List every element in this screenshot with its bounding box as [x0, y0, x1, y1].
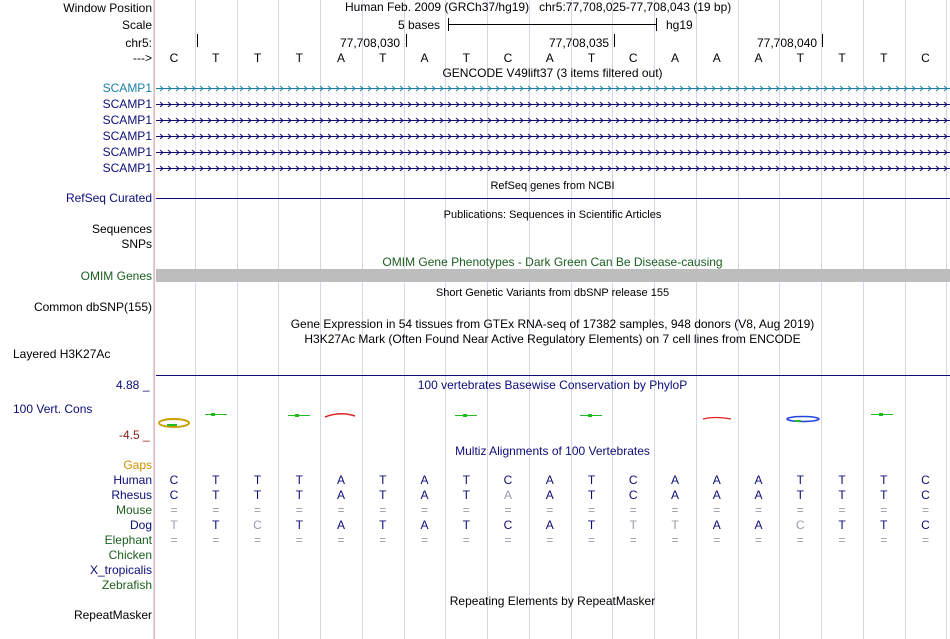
omim-label[interactable]: OMIM Genes [80, 269, 152, 283]
alignment-base: = [796, 503, 804, 517]
alignment-base: T [295, 488, 303, 502]
alignment-base: = [838, 533, 846, 547]
alignment-base: T [629, 518, 637, 532]
alignment-base: C [253, 518, 262, 532]
species-label-mouse[interactable]: Mouse [115, 503, 152, 517]
gene-label-scamp1[interactable]: SCAMP1 [102, 97, 152, 111]
base-letter: A [670, 51, 679, 65]
refseq-title: RefSeq genes from NCBI [490, 180, 615, 192]
repeatmasker-title: Repeating Elements by RepeatMasker [449, 594, 656, 608]
alignment-base: T [295, 518, 303, 532]
alignment-base: = [504, 503, 512, 517]
base-letter: A [712, 51, 721, 65]
base-letter: A [545, 51, 554, 65]
phylop-positive-mark [205, 414, 227, 415]
gene-label-scamp1[interactable]: SCAMP1 [102, 81, 152, 95]
alignment-base: = [587, 503, 595, 517]
species-label-human[interactable]: Human [113, 473, 152, 487]
alignment-base: T [379, 488, 387, 502]
alignment-base: C [921, 518, 930, 532]
alignment-base: = [796, 533, 804, 547]
alignment-base: T [212, 488, 220, 502]
alignment-base: = [504, 533, 512, 547]
species-label-rhesus[interactable]: Rhesus [111, 488, 152, 502]
alignment-base: = [253, 503, 261, 517]
base-letter: T [212, 51, 220, 65]
ruler-tick [614, 34, 615, 47]
alignment-base: T [587, 473, 596, 487]
alignment-base: = [170, 503, 178, 517]
alignment-base: T [587, 518, 596, 532]
transcript-line[interactable] [156, 148, 950, 157]
phylop-label[interactable]: 100 Vert. Cons [13, 402, 93, 416]
scale-label: Scale [121, 18, 152, 32]
base-letter: T [880, 51, 888, 65]
alignment-base: A [754, 518, 763, 532]
alignment-base: A [712, 488, 721, 502]
alignment-base: T [170, 518, 178, 532]
alignment-base: = [671, 503, 679, 517]
gene-label-scamp1[interactable]: SCAMP1 [102, 129, 152, 143]
base-letter: A [754, 51, 763, 65]
alignment-base: T [838, 488, 846, 502]
alignment-base: = [754, 503, 762, 517]
ruler-tick [406, 34, 407, 47]
alignment-base: A [420, 518, 429, 532]
alignment-base: A [712, 473, 721, 487]
alignment-base: = [295, 533, 303, 547]
phylop-negative-mark [325, 414, 355, 417]
alignment-base: C [169, 473, 179, 487]
phylop-positive-mark [588, 414, 592, 417]
alignment-base: T [796, 473, 804, 487]
alignment-base: A [336, 488, 345, 502]
ruler-tick-label: 77,708,035 [549, 36, 610, 50]
alignment-base: T [671, 518, 679, 532]
h3k27ac-title: H3K27Ac Mark (Often Found Near Active Regulatory Elements) on 7 cell lines from ENCODE [304, 332, 801, 346]
alignment-base: A [670, 473, 679, 487]
phylop-min-label: -4.5 _ [119, 428, 150, 442]
base-letter: A [336, 51, 345, 65]
alignment-base: C [795, 518, 805, 532]
window-position-label: Window Position [63, 1, 152, 15]
alignment-base: A [503, 488, 512, 502]
phylop-positive-mark [295, 414, 299, 417]
phylop-negative-mark [703, 418, 731, 420]
phylop-positive-mark [879, 413, 883, 416]
h3k27ac-baseline [156, 375, 950, 376]
alignment-base: = [253, 533, 261, 547]
phylop-positive-mark [167, 424, 177, 426]
alignment-base: A [545, 518, 554, 532]
phylop-positive-mark [795, 420, 801, 422]
gtex-title: Gene Expression in 54 tissues from GTEx RNA-seq of 17382 samples, 948 donors (V8, Aug 2019) [290, 317, 815, 331]
omim-title: OMIM Gene Phenotypes - Dark Green Can Be Disease-causing [382, 255, 723, 269]
alignment-base: = [337, 533, 345, 547]
alignment-base: T [880, 488, 888, 502]
alignment-base: A [545, 473, 554, 487]
alignment-base: A [336, 473, 345, 487]
alignment-base: A [545, 488, 554, 502]
publications-title: Publications: Sequences in Scientific Articles [443, 209, 662, 221]
transcript-line[interactable] [156, 132, 950, 141]
multiz-title: Multiz Alignments of 100 Vertebrates [455, 444, 650, 458]
alignment-base: = [754, 533, 762, 547]
base-letter: T [462, 51, 470, 65]
gene-label-scamp1[interactable]: SCAMP1 [102, 145, 152, 159]
alignment-base: T [796, 488, 804, 502]
base-letter: T [796, 51, 804, 65]
transcript-line[interactable] [156, 84, 950, 93]
alignment-base: = [337, 503, 345, 517]
base-letter: C [628, 51, 638, 65]
gene-label-scamp1[interactable]: SCAMP1 [102, 161, 152, 175]
ruler-tick [822, 34, 823, 47]
alignment-base: T [253, 473, 262, 487]
alignment-base: = [587, 533, 595, 547]
base-letter: A [420, 51, 429, 65]
species-label-chicken[interactable]: Chicken [108, 548, 152, 562]
alignment-base: A [754, 473, 763, 487]
base-letter: T [379, 51, 387, 65]
alignment-base: T [838, 473, 846, 487]
base-letter: C [169, 51, 179, 65]
refseq-label[interactable]: RefSeq Curated [65, 191, 152, 205]
base-letter: C [503, 51, 513, 65]
alignment-base: C [921, 473, 930, 487]
h3k27ac-label[interactable]: Layered H3K27Ac [13, 347, 111, 361]
alignment-base: T [880, 518, 888, 532]
alignment-base: = [420, 533, 428, 547]
alignment-base: = [713, 533, 721, 547]
base-letter: T [253, 51, 262, 65]
alignment-base: T [379, 518, 387, 532]
species-label-x_tropicalis[interactable]: X_tropicalis [89, 563, 152, 577]
alignment-base: A [420, 473, 429, 487]
assembly-name: Human Feb. 2009 (GRCh37/hg19) [345, 0, 530, 14]
chrom-label: chr5: [125, 36, 152, 50]
alignment-base: = [921, 503, 929, 517]
omim-gene-bar[interactable] [156, 269, 950, 282]
alignment-base: = [713, 503, 721, 517]
phylop-max-label: 4.88 _ [116, 378, 150, 392]
alignment-base: = [295, 503, 303, 517]
alignment-base: = [379, 533, 387, 547]
alignment-base: = [921, 533, 929, 547]
ruler-tick-start [197, 34, 198, 47]
alignment-base: C [169, 488, 179, 502]
alignment-base: C [921, 488, 930, 502]
alignment-base: T [587, 488, 596, 502]
alignment-base: = [379, 503, 387, 517]
track-label-column [0, 0, 154, 639]
alignment-base: T [462, 488, 470, 502]
alignment-base: = [629, 503, 637, 517]
scale-bar [448, 24, 656, 25]
alignment-base: A [712, 518, 721, 532]
refseq-track-line[interactable] [156, 198, 950, 199]
alignment-base: T [838, 518, 846, 532]
assembly-title [345, 0, 731, 14]
alignment-base: = [546, 503, 554, 517]
species-label-elephant[interactable]: Elephant [104, 533, 152, 547]
alignment-base: C [628, 488, 638, 502]
alignment-base: A [754, 488, 763, 502]
species-label-dog[interactable]: Dog [129, 518, 152, 532]
phylop-neutral-mark [787, 417, 819, 422]
scale-db: hg19 [666, 18, 693, 32]
gaps-label: Gaps [123, 458, 152, 472]
base-letter: T [295, 51, 303, 65]
alignment-base: = [880, 503, 888, 517]
strand-label: ---> [133, 51, 152, 65]
alignment-base: A [670, 488, 679, 502]
ruler-tick-label: 77,708,030 [340, 36, 401, 50]
alignment-base: C [503, 473, 513, 487]
alignment-base: T [212, 518, 220, 532]
gene-label-scamp1[interactable]: SCAMP1 [102, 113, 152, 127]
alignment-base: T [462, 518, 470, 532]
species-label-zebrafish[interactable]: Zebrafish [101, 578, 152, 592]
alignment-base: = [629, 533, 637, 547]
alignment-base: T [212, 473, 220, 487]
snps-label[interactable]: SNPs [121, 237, 152, 251]
alignment-base: C [628, 473, 638, 487]
alignment-base: T [253, 488, 262, 502]
phylop-title: 100 vertebrates Basewise Conservation by PhyloP [417, 378, 688, 392]
gencode-title: GENCODE V49lift37 (3 items filtered out) [442, 66, 663, 80]
alignment-base: C [503, 518, 513, 532]
alignment-base: = [462, 533, 470, 547]
alignment-base: = [212, 533, 220, 547]
base-letter: C [921, 51, 930, 65]
sequences-label[interactable]: Sequences [91, 222, 152, 236]
dbsnp-label[interactable]: Common dbSNP(155) [33, 300, 152, 314]
alignment-base: A [420, 488, 429, 502]
phylop-positive-mark [211, 413, 215, 416]
base-letter: T [587, 51, 596, 65]
transcript-line[interactable] [156, 100, 950, 109]
window-coordinates: chr5:77,708,025-77,708,043 (19 bp) [539, 0, 732, 14]
alignment-base: = [838, 503, 846, 517]
phylop-positive-mark [463, 414, 467, 417]
scale-bar-right-tick [656, 18, 657, 31]
alignment-base: = [212, 503, 220, 517]
dbsnp-title: Short Genetic Variants from dbSNP release 155 [435, 287, 670, 299]
transcript-line[interactable] [156, 116, 950, 125]
alignment-base: = [462, 503, 470, 517]
alignment-base: = [546, 533, 554, 547]
transcript-line[interactable] [156, 164, 950, 173]
alignment-base: T [295, 473, 303, 487]
phylop-signal[interactable] [155, 400, 950, 434]
alignment-base: A [336, 518, 345, 532]
alignment-base: T [880, 473, 888, 487]
alignment-base: = [671, 533, 679, 547]
alignment-base: = [880, 533, 888, 547]
alignment-base: = [420, 503, 428, 517]
alignment-base: = [170, 533, 178, 547]
alignment-base: T [462, 473, 470, 487]
repeatmasker-label[interactable]: RepeatMasker [73, 608, 152, 622]
scale-text: 5 bases [398, 18, 441, 32]
ruler-tick-label: 77,708,040 [757, 36, 818, 50]
base-letter: T [838, 51, 846, 65]
alignment-base: T [379, 473, 387, 487]
